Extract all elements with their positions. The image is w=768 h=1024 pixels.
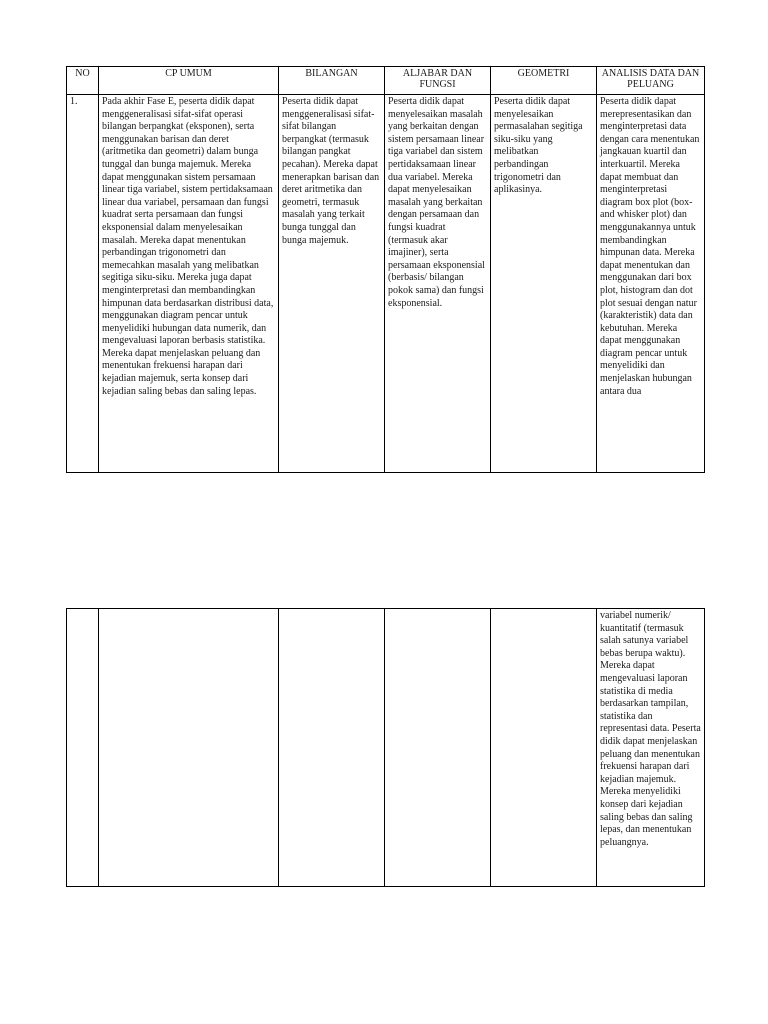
cell-aljabar-continued <box>385 609 491 887</box>
cell-analisis-data-dan-peluang: Peserta didik dapat merepresentasikan dan menginterpretasi data dengan cara menentukan jangkauan kuartil dan interkuartil. Mereka dapat membuat dan menginterpretasi diagram box plot (box-and whisker plot) dan menggunakannya untuk membandingkan himpunan data. Mereka dapat menentukan dan menggunakan dari box plot, histogram dan dot plot sesuai dengan natur (karakteristik) data dan kebutuhan. Mereka dapat menggunakan diagram pencar untuk menyelidiki dan menjelaskan hubungan antara dua <box>597 95 705 473</box>
cell-geometri: Peserta didik dapat menyelesaikan permasalahan segitiga siku-siku yang melibatkan perbandingan trigonometri dan aplikasinya. <box>491 95 597 473</box>
cell-no-continued <box>67 609 99 887</box>
table-header-row <box>67 67 705 95</box>
cell-geometri-continued <box>491 609 597 887</box>
header-geometri: GEOMETRI <box>491 67 597 95</box>
header-analisis-data-dan-peluang: ANALISIS DATA DAN PELUANG <box>597 67 705 95</box>
cell-cp-umum-continued <box>99 609 279 887</box>
table-row <box>67 95 705 473</box>
table-row-continued <box>67 609 705 887</box>
header-no: NO <box>67 67 99 95</box>
cell-bilangan-continued <box>279 609 385 887</box>
header-aljabar-dan-fungsi: ALJABAR DAN FUNGSI <box>385 67 491 95</box>
cell-bilangan: Peserta didik dapat menggeneralisasi sifat-sifat bilangan berpangkat (termasuk bilangan pangkat pecahan). Mereka dapat menerapkan barisan dan deret aritmetika dan geometri, termasuk masalah yang terkait bunga tunggal dan bunga majemuk. <box>279 95 385 473</box>
cp-table-page-2 <box>66 608 705 887</box>
header-bilangan: BILANGAN <box>279 67 385 95</box>
cp-table-page-1 <box>66 66 705 473</box>
cell-aljabar-dan-fungsi: Peserta didik dapat menyelesaikan masalah yang berkaitan dengan sistem persamaan linear tiga variabel dan sistem pertidaksamaan linear dua variabel. Mereka dapat menyelesaikan masalah yang berkaitan dengan persamaan dan fungsi kuadrat (termasuk akar imajiner), serta persamaan eksponensial (berbasis/ bilangan pokok sama) dan fungsi eksponensial. <box>385 95 491 473</box>
cell-no: 1. <box>67 95 99 473</box>
header-cp-umum: CP UMUM <box>99 67 279 95</box>
cell-cp-umum: Pada akhir Fase E, peserta didik dapat menggeneralisasi sifat-sifat operasi bilangan berpangkat (eksponen), serta menggunakan barisan dan deret (aritmetika dan geometri) dalam bunga tunggal dan bunga majemuk. Mereka dapat menggunakan sistem persamaan linear tiga variabel, sistem pertidaksamaan linear dua variabel, persamaan dan fungsi kuadrat serta persamaan dan fungsi eksponensial dalam menyelesaikan masalah. Mereka dapat menentukan perbandingan trigonometri dan memecahkan masalah yang melibatkan segitiga siku-siku. Mereka juga dapat menginterpretasi dan membandingkan himpunan data berdasarkan distribusi data, menggunakan diagram pencar untuk menyelidiki hubungan data numerik, dan mengevaluasi laporan berbasis statistika. Mereka dapat menjelaskan peluang dan menentukan frekuensi harapan dari kejadian majemuk, serta konsep dari kejadian saling bebas dan saling lepas. <box>99 95 279 473</box>
cell-analisis-continued: variabel numerik/ kuantitatif (termasuk salah satunya variabel bebas berupa waktu). Mereka dapat mengevaluasi laporan statistika di media berdasarkan tampilan, statistika dan representasi data. Peserta didik dapat menjelaskan peluang dan menentukan frekuensi harapan dari kejadian majemuk. Mereka menyelidiki konsep dari kejadian saling bebas dan saling lepas, dan menentukan peluangnya. <box>597 609 705 887</box>
